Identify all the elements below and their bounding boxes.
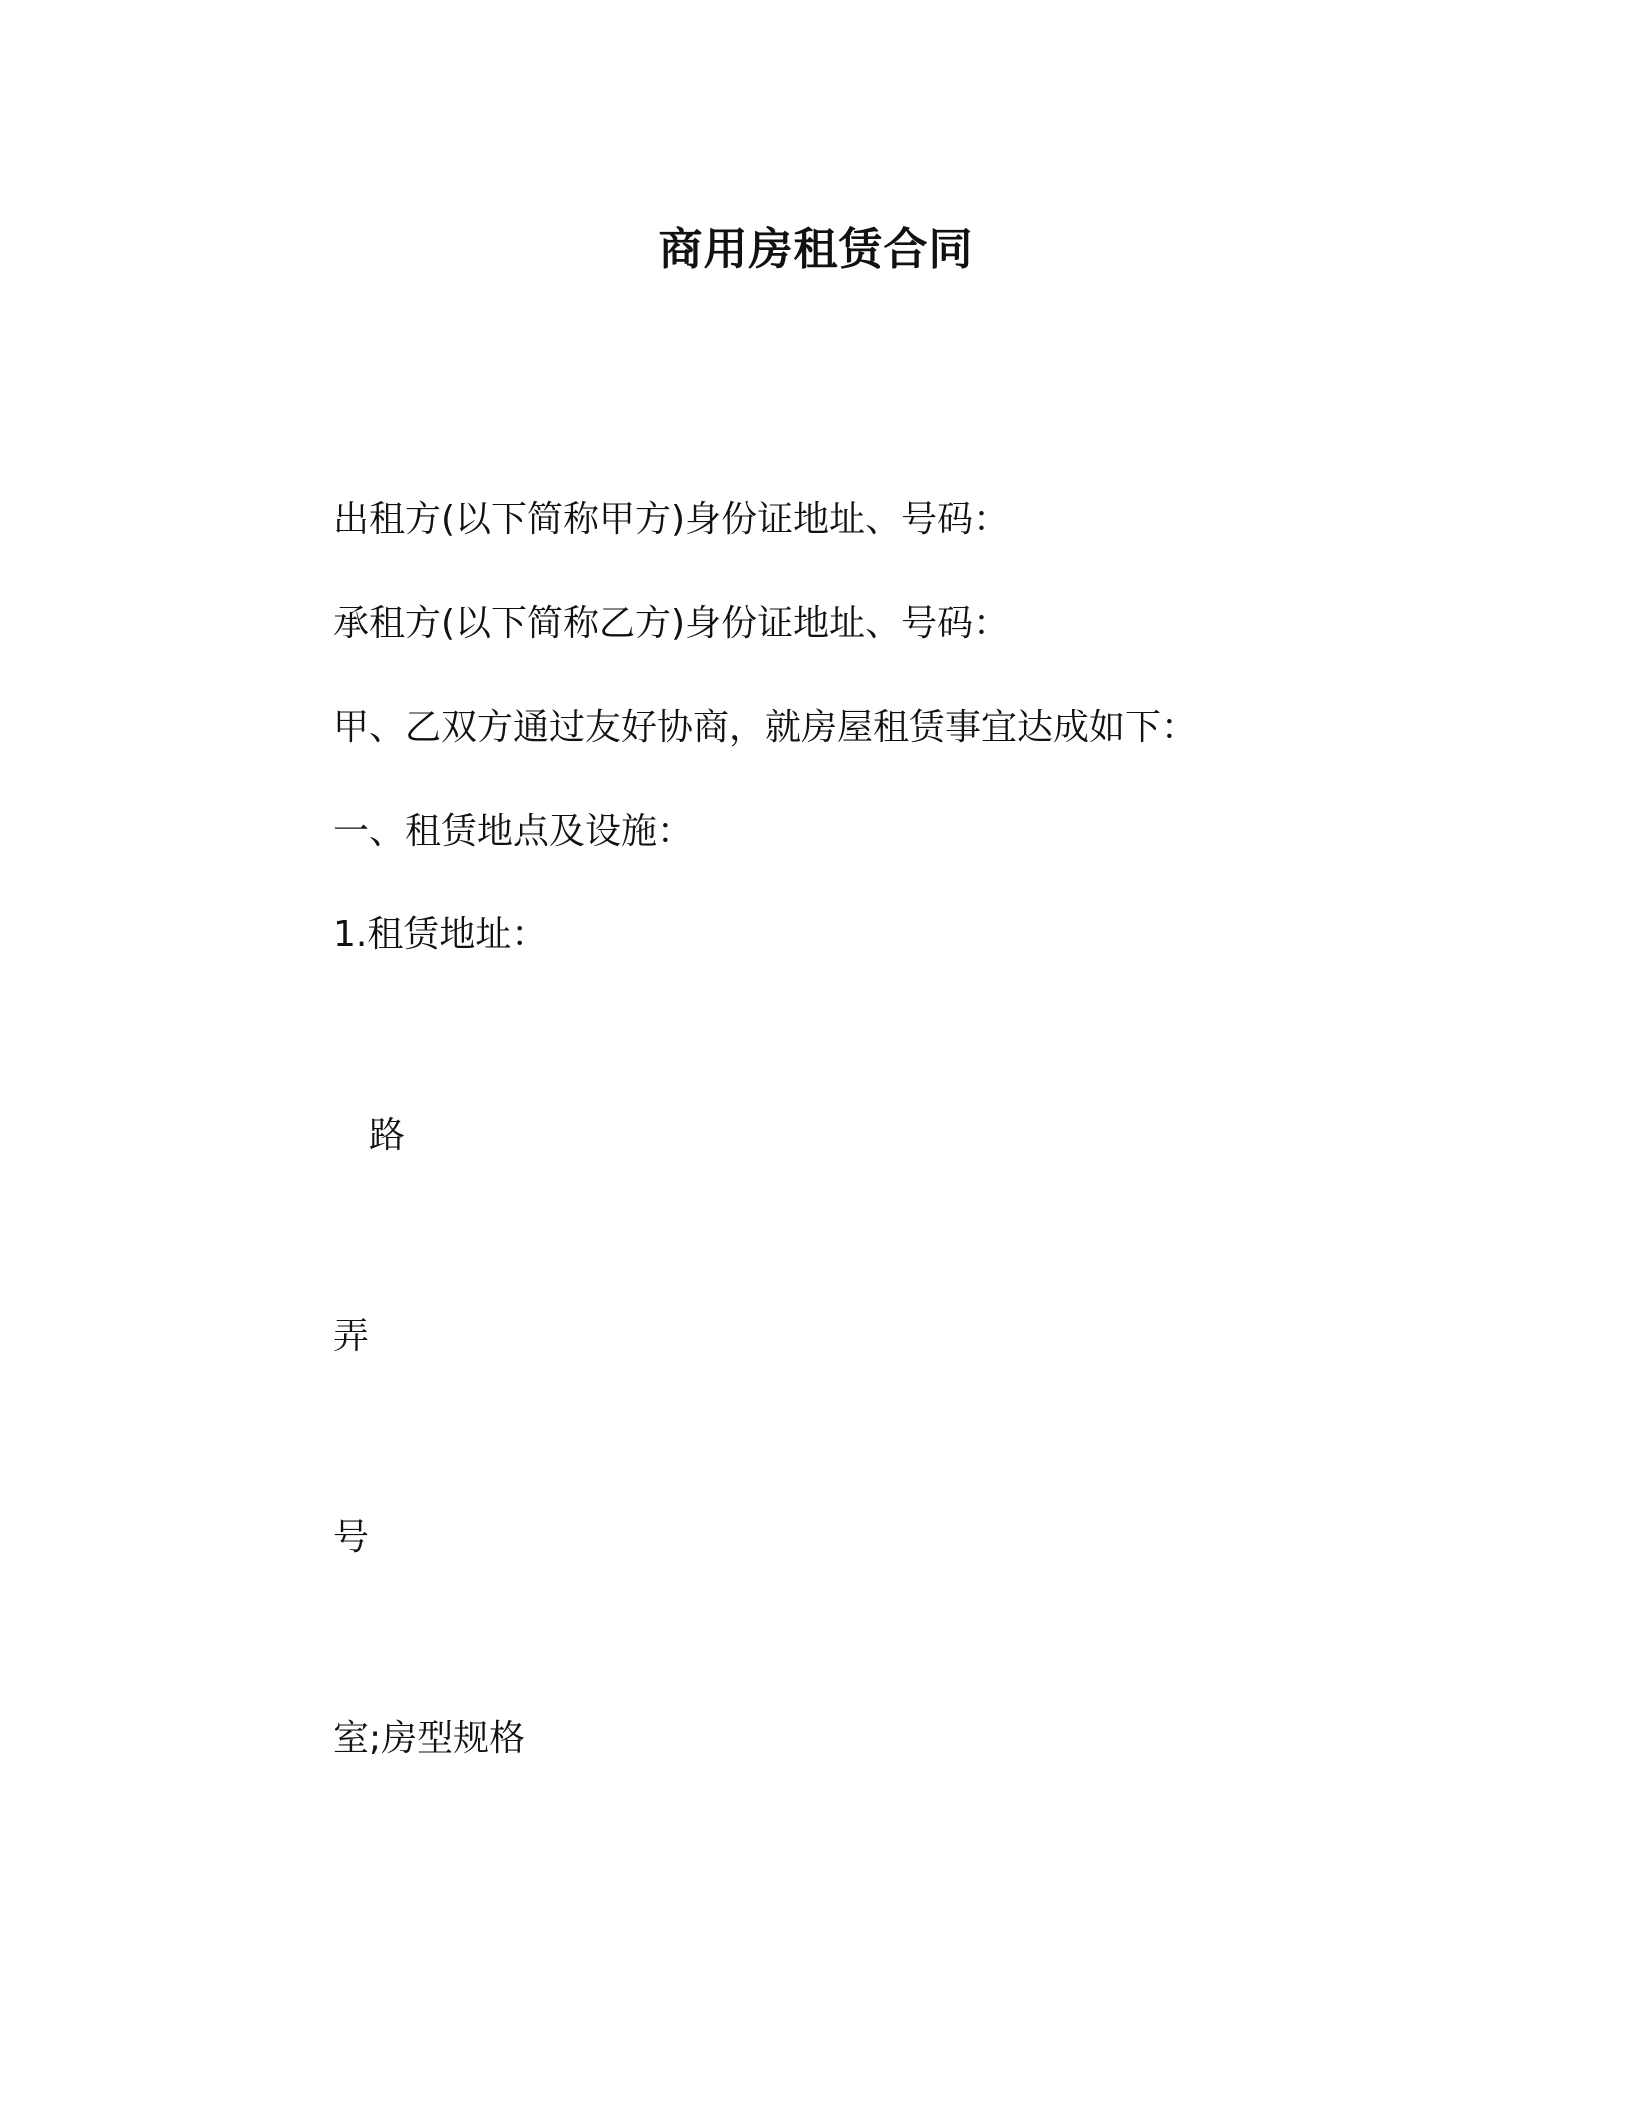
- rental-address-label: 1.租赁地址：: [333, 914, 548, 955]
- agreement-intro-line: 甲、乙双方通过友好协商，就房屋租赁事宜达成如下：: [333, 707, 1198, 748]
- lessee-info-line: 承租方(以下简称乙方)身份证地址、号码：: [333, 603, 1010, 644]
- road-label: 路: [369, 1115, 406, 1156]
- room-type-label: 室;房型规格: [333, 1718, 526, 1759]
- number-label: 号: [333, 1517, 370, 1558]
- lessor-info-line: 出租方(以下简称甲方)身份证地址、号码：: [333, 499, 1010, 540]
- lane-label: 弄: [333, 1316, 370, 1357]
- section-1-heading: 一、租赁地点及设施：: [333, 811, 694, 852]
- document-title: 商用房租赁合同: [658, 224, 974, 275]
